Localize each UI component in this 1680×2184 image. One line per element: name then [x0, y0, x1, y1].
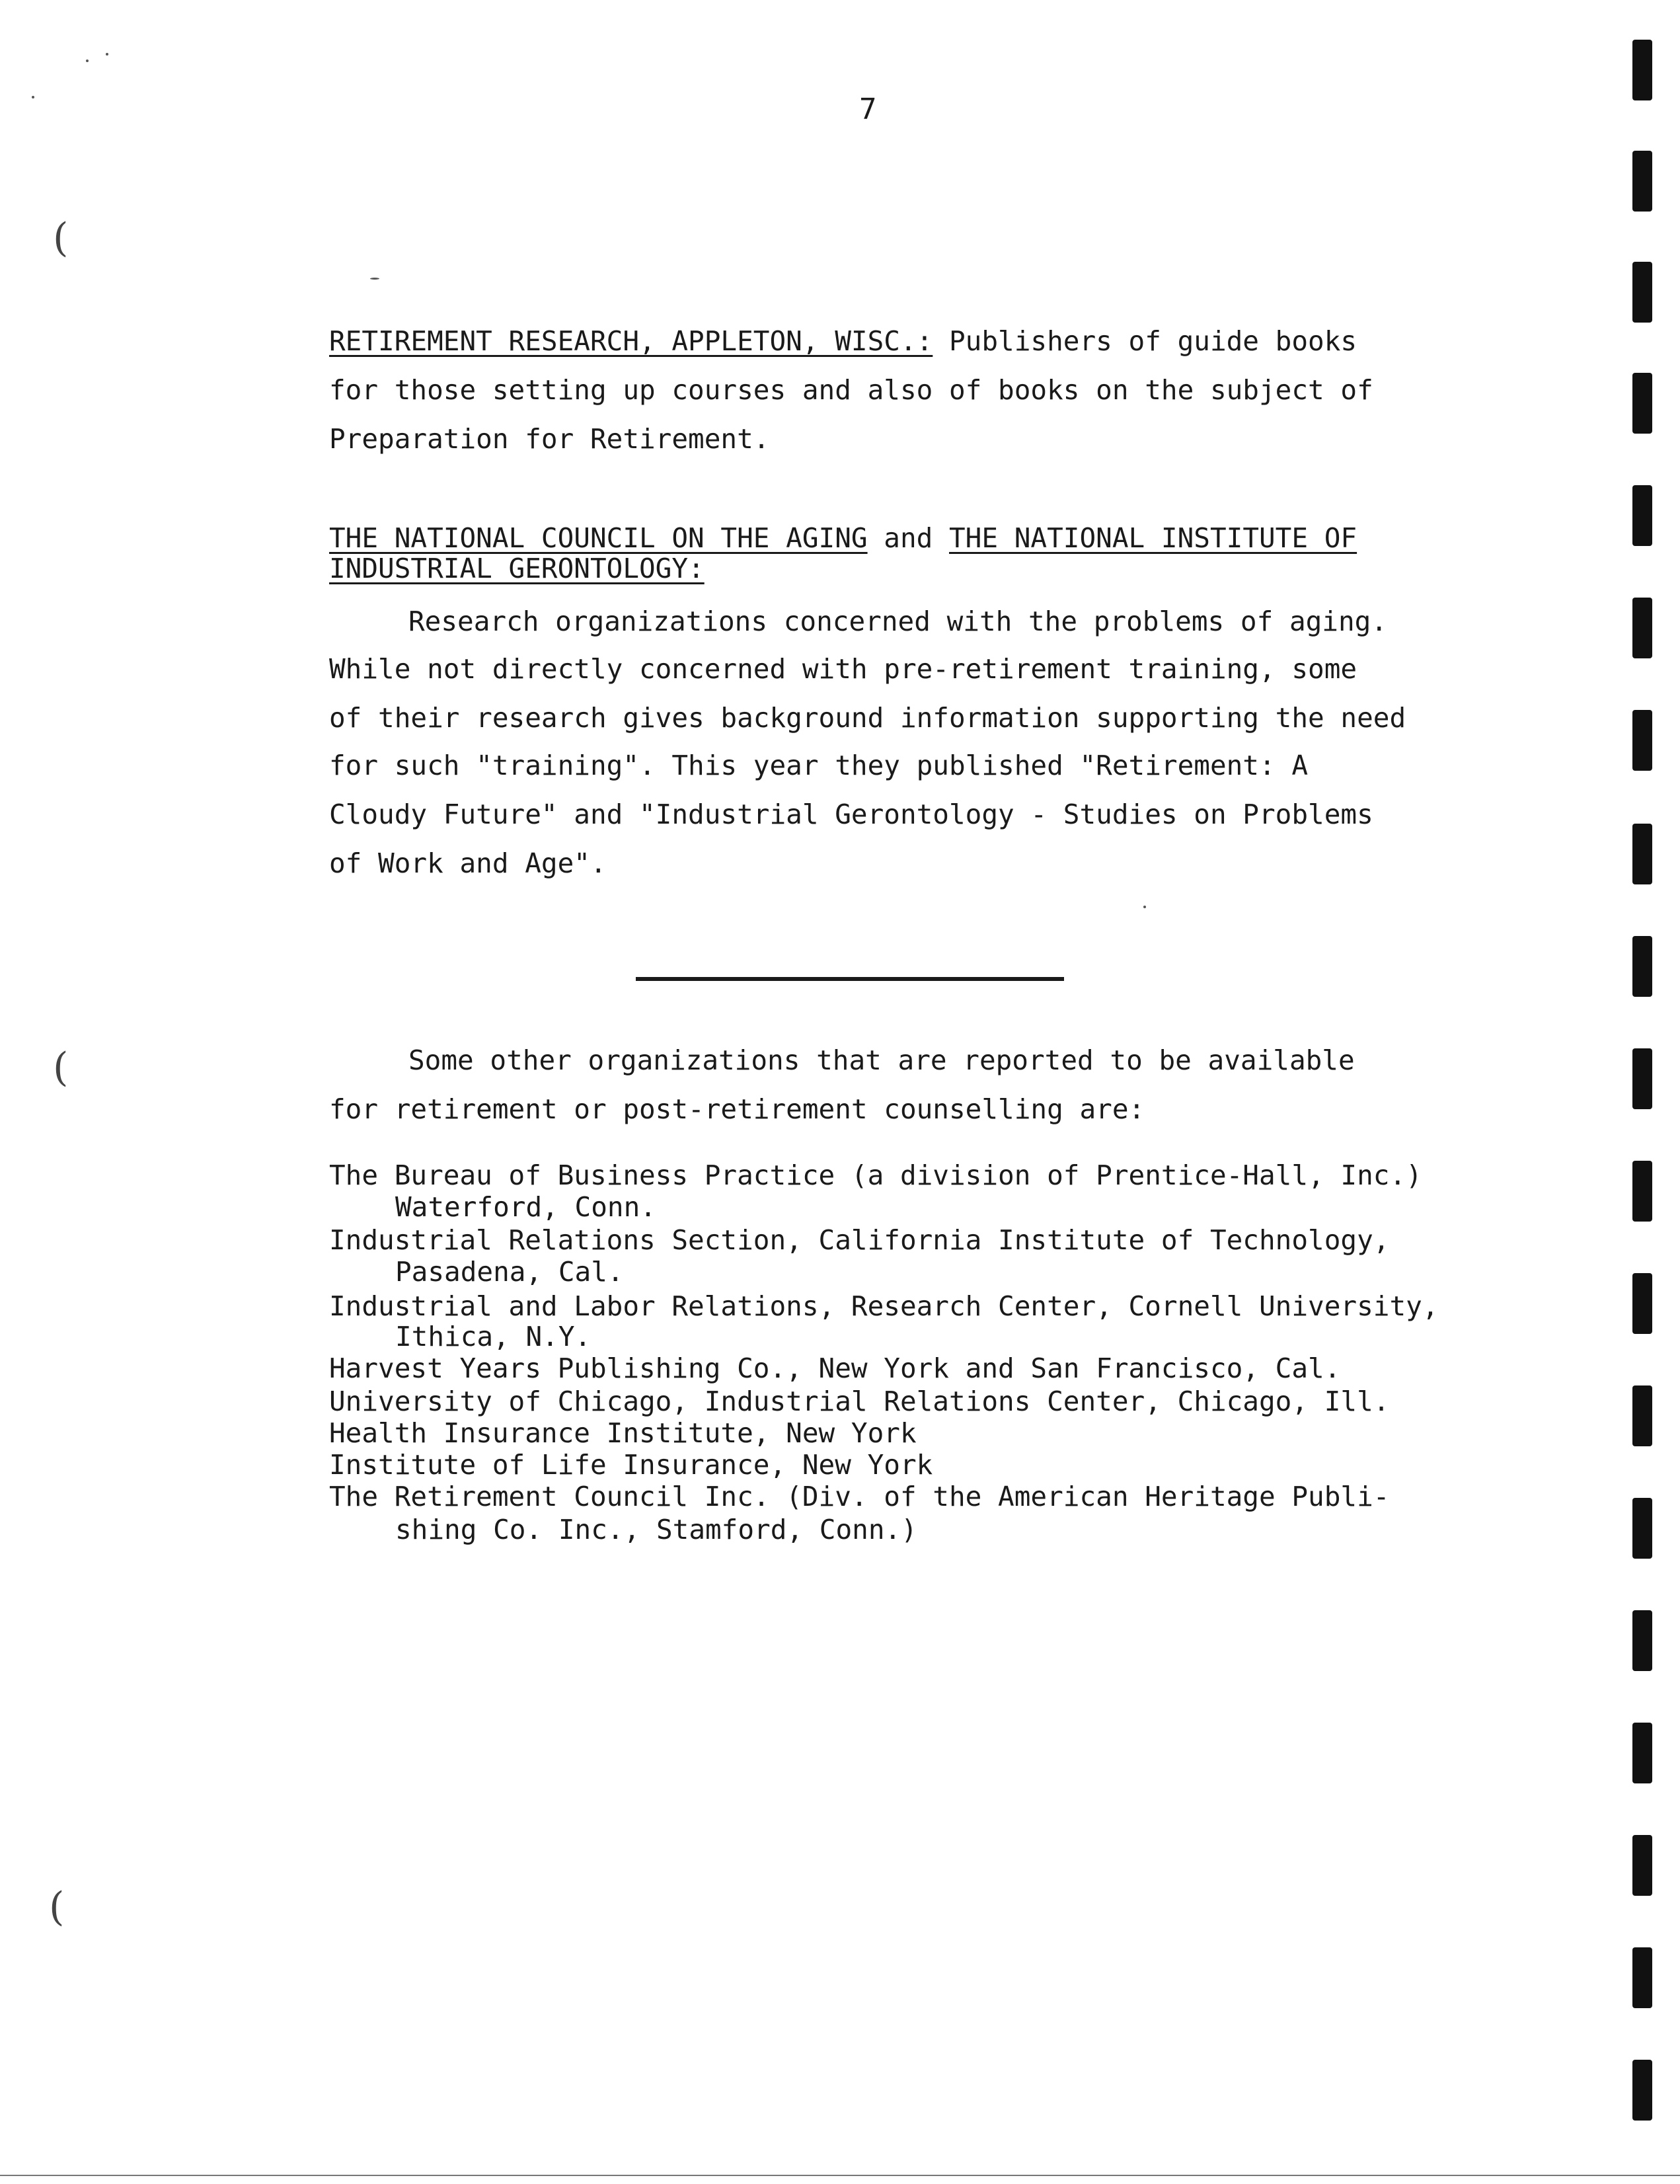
margin-artifact: ( — [53, 1044, 69, 1091]
organization-item: University of Chicago, Industrial Relations Center, Chicago, Ill. — [329, 1385, 1390, 1417]
punch-mark — [1632, 1947, 1652, 2008]
section2-line: for such "training". This year they published "Retirement: A — [329, 750, 1309, 781]
punch-mark — [1632, 262, 1652, 323]
organization-item: Health Insurance Institute, New York — [329, 1417, 917, 1449]
scan-speck — [106, 53, 108, 56]
punch-mark — [1632, 2060, 1652, 2121]
section2-line: Research organizations concerned with the problems of aging. — [408, 605, 1388, 637]
margin-artifact: ( — [53, 215, 69, 261]
punch-mark — [1632, 1498, 1652, 1559]
organization-item: Industrial Relations Section, California Institute of Technology, — [329, 1224, 1390, 1256]
section2-line: Cloudy Future" and "Industrial Gerontology - Studies on Problems — [329, 799, 1373, 830]
organization-item: Industrial and Labor Relations, Research Center, Cornell University, — [329, 1290, 1439, 1322]
punch-mark — [1632, 598, 1652, 658]
punch-mark — [1632, 936, 1652, 997]
punch-mark — [1632, 1835, 1652, 1896]
organization-item-location: Pasadena, Cal. — [395, 1256, 624, 1288]
organization-item: The Bureau of Business Practice (a division of Prentice-Hall, Inc.) — [329, 1159, 1422, 1191]
section2-heading-line2 — [329, 553, 705, 584]
section2-heading-council: THE NATIONAL COUNCIL ON THE AGING — [329, 522, 868, 554]
punch-mark — [1632, 485, 1652, 546]
organization-item: The Retirement Council Inc. (Div. of the American Heritage Publi- — [329, 1481, 1390, 1512]
punch-mark — [1632, 824, 1652, 884]
section1-line1-rest: Publishers of guide books — [933, 325, 1357, 357]
scan-speck — [86, 59, 89, 62]
scan-speck — [32, 96, 34, 98]
margin-artifact: ( — [49, 1884, 65, 1930]
punch-mark — [1632, 1385, 1652, 1446]
section3-intro-line: for retirement or post-retirement counselling are: — [329, 1093, 1145, 1125]
page-number: 7 — [859, 93, 877, 126]
section3-intro-line: Some other organizations that are reported to be available — [408, 1044, 1355, 1076]
organization-item-location: shing Co. Inc., Stamford, Conn.) — [395, 1514, 917, 1545]
section1-line2: for those setting up courses and also of books on the subject of — [329, 374, 1373, 406]
punch-mark — [1632, 1610, 1652, 1671]
punch-mark — [1632, 373, 1652, 434]
punch-mark — [1632, 710, 1652, 771]
scan-speck — [370, 278, 379, 280]
section1-line3: Preparation for Retirement. — [329, 423, 770, 455]
bottom-scan-line — [0, 2175, 1680, 2176]
organization-item-location: Waterford, Conn. — [395, 1191, 656, 1223]
organization-item-location: Ithica, N.Y. — [395, 1321, 592, 1352]
section2-line: of their research gives background information supporting the need — [329, 702, 1406, 734]
section-divider — [636, 977, 1064, 981]
section1-heading: RETIREMENT RESEARCH, APPLETON, WISC.: — [329, 325, 933, 357]
section2-heading-gerontology: INDUSTRIAL GERONTOLOGY: — [329, 553, 705, 584]
punch-mark — [1632, 1273, 1652, 1334]
punch-mark — [1632, 1723, 1652, 1783]
section1-line1 — [329, 325, 1357, 357]
punch-mark — [1632, 1048, 1652, 1109]
punch-mark — [1632, 1161, 1652, 1222]
organization-item: Harvest Years Publishing Co., New York and San Francisco, Cal. — [329, 1352, 1341, 1384]
organization-item: Institute of Life Insurance, New York — [329, 1449, 933, 1481]
punch-mark — [1632, 151, 1652, 212]
section2-line: of Work and Age". — [329, 847, 607, 879]
punch-mark — [1632, 40, 1652, 100]
section2-heading-line1 — [329, 522, 1357, 554]
section2-line: While not directly concerned with pre-retirement training, some — [329, 653, 1357, 685]
scan-speck — [1143, 906, 1146, 908]
section2-heading-join: and — [867, 522, 949, 554]
section2-heading-institute: THE NATIONAL INSTITUTE OF — [949, 522, 1357, 554]
